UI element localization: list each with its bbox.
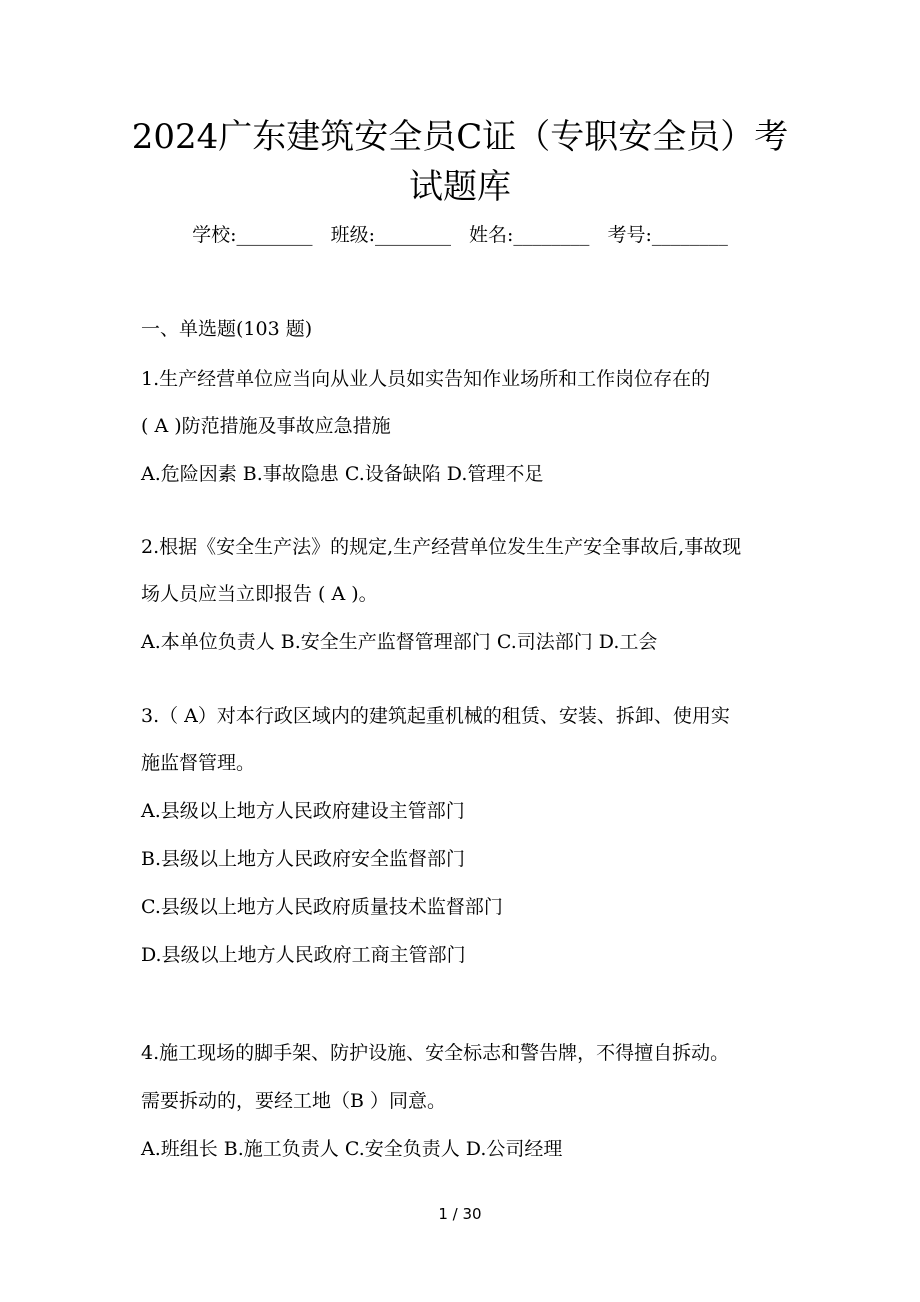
question-3-option-a: A.县级以上地方人民政府建设主管部门 <box>141 800 465 822</box>
question-1-stem-line-2: ( A )防范措施及事故应急措施 <box>141 415 391 437</box>
document-title <box>120 112 800 212</box>
class-field: 班级:________ <box>330 224 451 246</box>
question-1-options: A.危险因素 B.事故隐患 C.设备缺陷 D.管理不足 <box>141 463 544 485</box>
title-line-2: 试题库 <box>409 167 511 207</box>
exam-number-field: 考号:________ <box>607 224 728 246</box>
student-info-fields <box>0 222 920 248</box>
section-heading: 一、单选题(103 题) <box>141 318 313 340</box>
question-3-option-d: D.县级以上地方人民政府工商主管部门 <box>141 944 466 966</box>
question-1-stem-line-1: 1.生产经营单位应当向从业人员如实告知作业场所和工作岗位存在的 <box>141 368 711 390</box>
page-number: 1 / 30 <box>438 1205 482 1223</box>
question-4-stem-line-1: 4.施工现场的脚手架、防护设施、安全标志和警告牌，不得擅自拆动。 <box>141 1042 730 1064</box>
title-line-1: 2024广东建筑安全员C证（专职安全员）考 <box>131 117 789 157</box>
question-3-stem-line-1: 3.（ A）对本行政区域内的建筑起重机械的租赁、安装、拆卸、使用实 <box>141 705 730 727</box>
name-field: 姓名:________ <box>469 224 590 246</box>
question-3-option-b: B.县级以上地方人民政府安全监督部门 <box>141 848 466 870</box>
question-4-options: A.班组长 B.施工负责人 C.安全负责人 D.公司经理 <box>141 1138 563 1160</box>
question-2-stem-line-1: 2.根据《安全生产法》的规定,生产经营单位发生生产安全事故后,事故现 <box>141 536 742 558</box>
question-2-stem-line-2: 场人员应当立即报告 ( A )。 <box>141 583 378 605</box>
question-3-stem-line-2: 施监督管理。 <box>141 752 256 774</box>
question-4-stem-line-2: 需要拆动的，要经工地（B ）同意。 <box>141 1090 447 1112</box>
question-2-options: A.本单位负责人 B.安全生产监督管理部门 C.司法部门 D.工会 <box>141 631 658 653</box>
school-field: 学校:________ <box>192 224 313 246</box>
question-3-option-c: C.县级以上地方人民政府质量技术监督部门 <box>141 896 503 918</box>
